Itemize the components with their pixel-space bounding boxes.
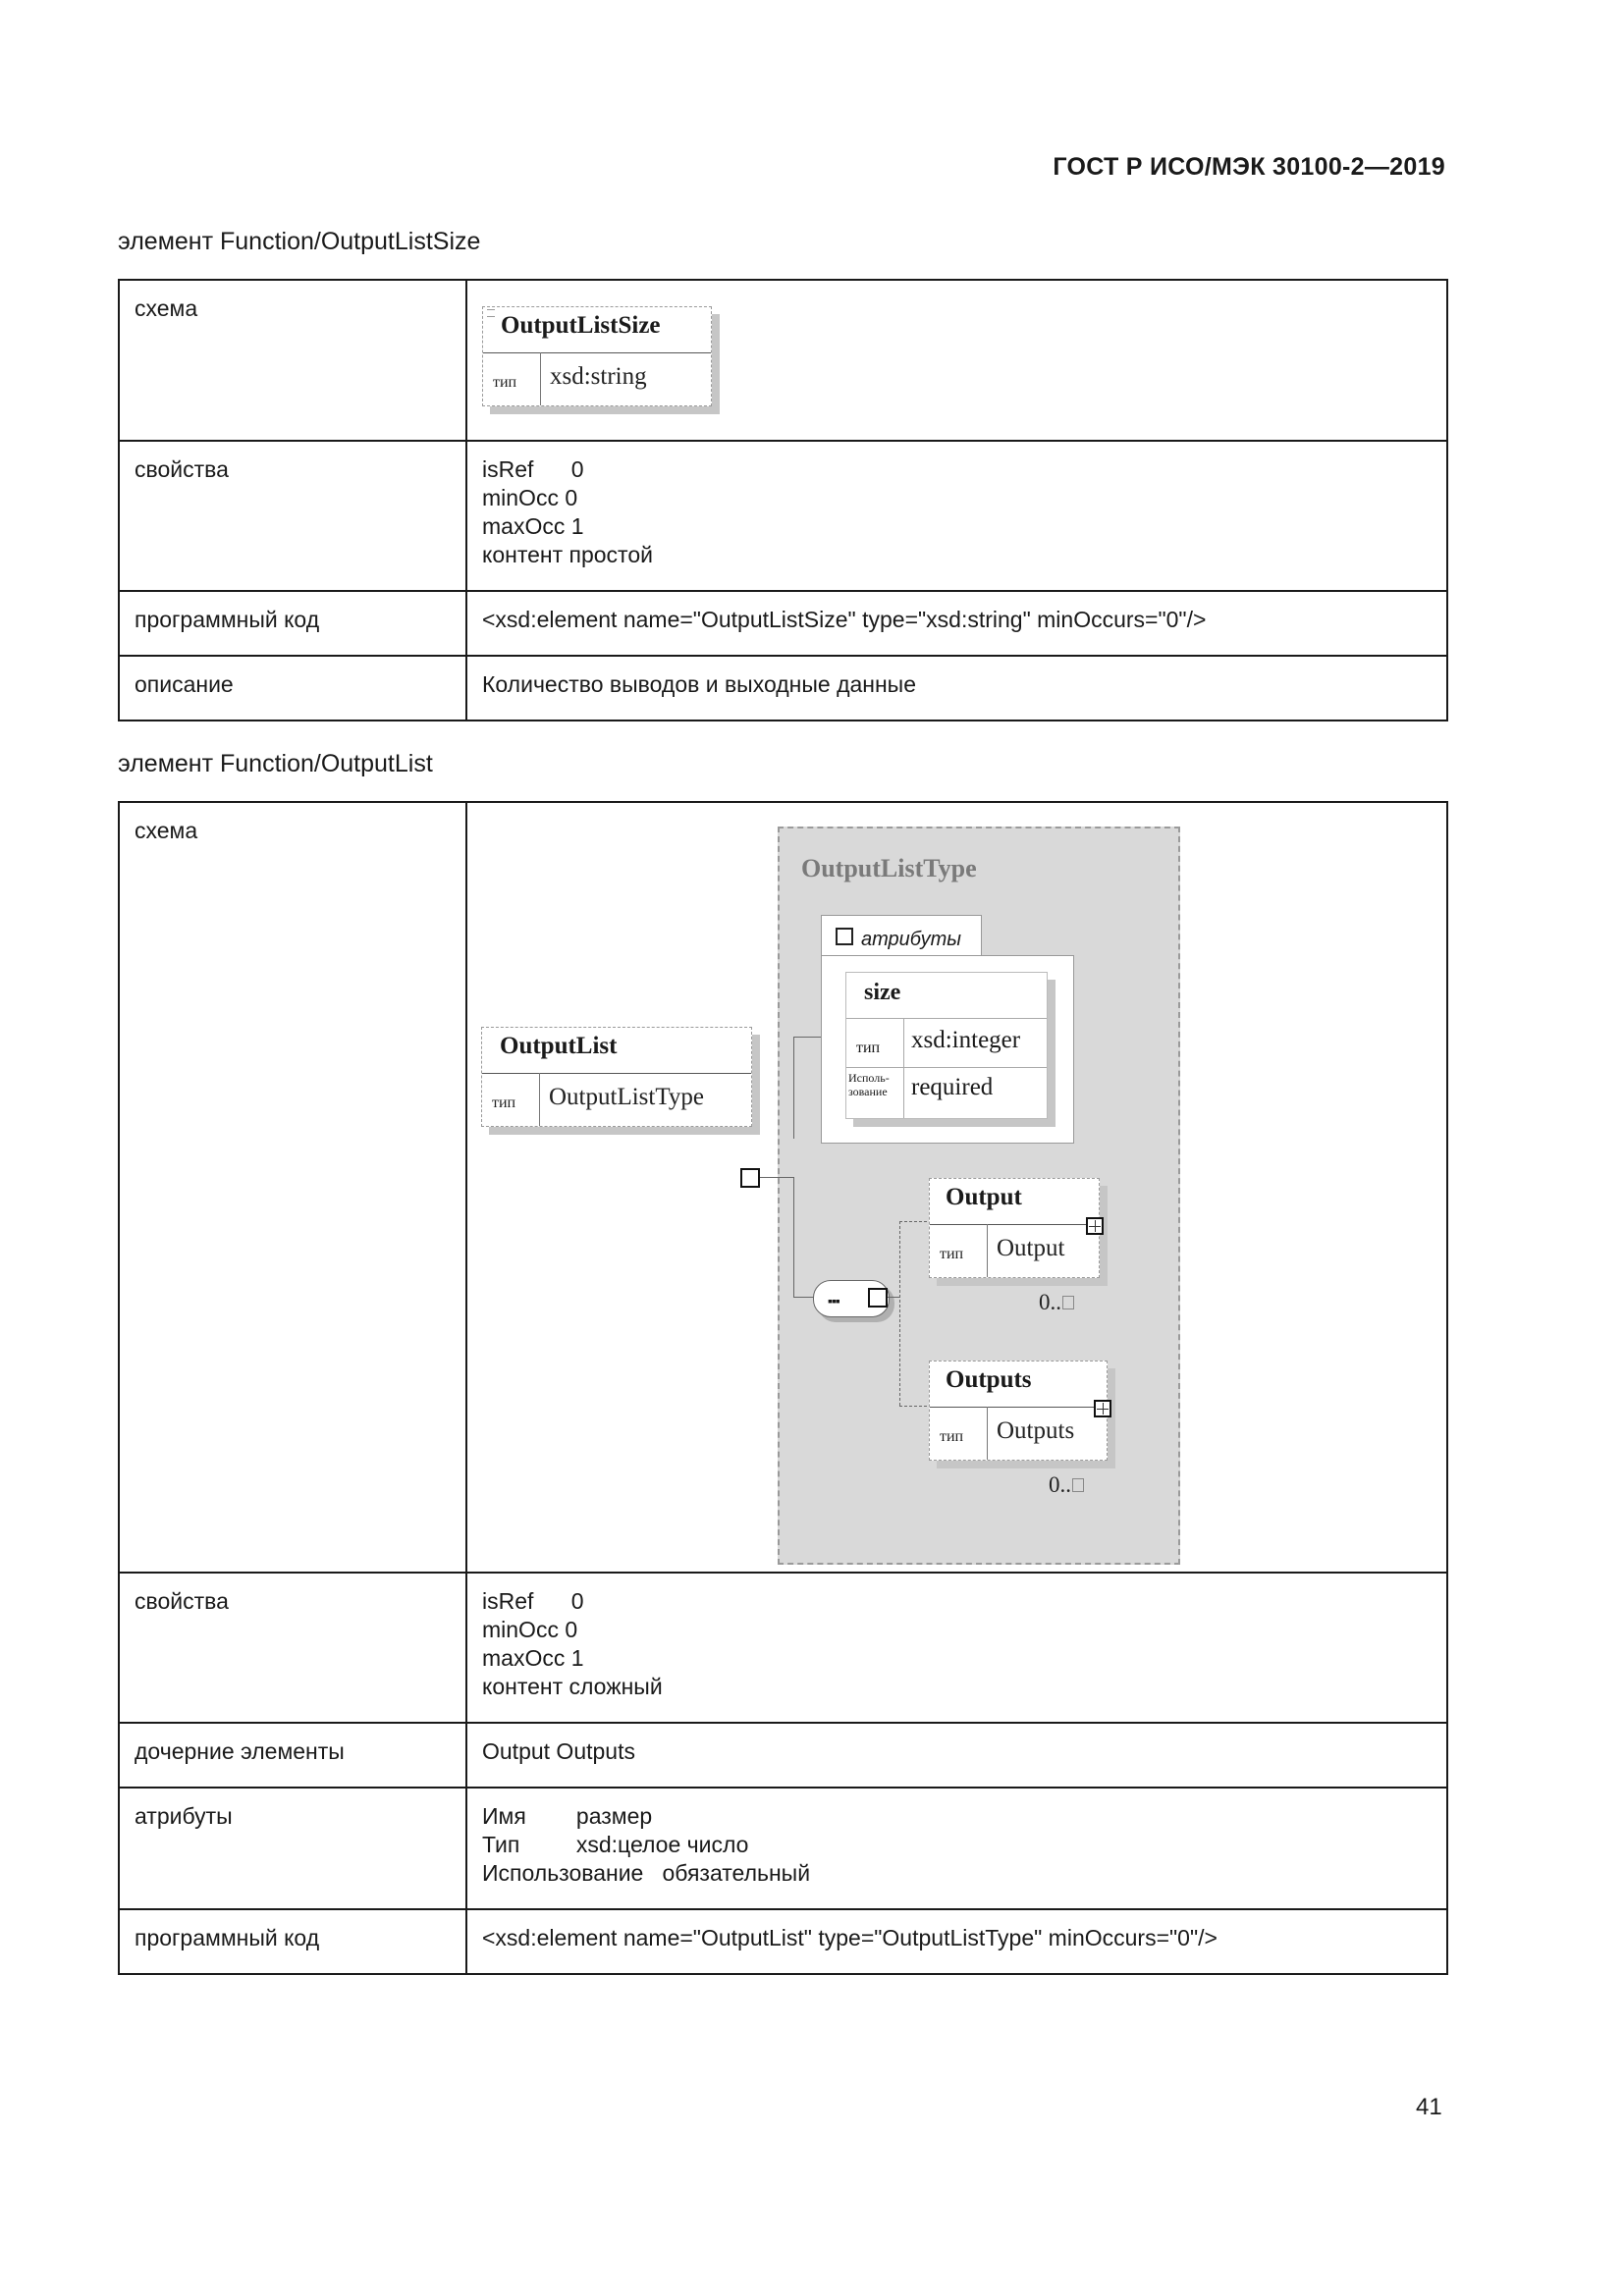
children-label: дочерние элементы (119, 1723, 466, 1788)
separator (482, 1073, 751, 1074)
output-list-element-box (481, 1027, 752, 1127)
output-list-diagram (467, 803, 1449, 1574)
occurrence-label (1039, 1288, 1074, 1316)
attributes-label: атрибуты (119, 1788, 466, 1909)
type-label: тип (940, 1428, 964, 1445)
source-value: <xsd:element name="OutputList" type="OutputListType" minOccurs="0"/> (466, 1909, 1447, 1974)
type-value: Output (997, 1235, 1065, 1261)
property-line: isRef 0 (482, 456, 584, 482)
type-divider (987, 1224, 988, 1277)
property-line: isRef 0 (482, 1588, 584, 1614)
document-header: ГОСТ Р ИСО/МЭК 30100-2—2019 (1053, 153, 1445, 181)
source-row (119, 1909, 1447, 1974)
attributes-toggle-icon[interactable] (836, 928, 853, 945)
type-label: тип (492, 1095, 516, 1111)
property-line: maxOcc 1 (482, 1645, 584, 1671)
section-title-output-list: элемент Function/OutputList (118, 750, 433, 777)
source-row (119, 591, 1447, 656)
property-line: контент сложный (482, 1674, 663, 1699)
property-line: контент простой (482, 542, 653, 567)
attributes-cell (466, 1788, 1447, 1909)
description-label: описание (119, 656, 466, 721)
expand-output-icon[interactable] (1086, 1217, 1104, 1235)
properties-label: свойства (119, 441, 466, 591)
type-divider (540, 352, 541, 405)
type-value: xsd:string (550, 363, 647, 390)
element-name: Output (946, 1184, 1022, 1210)
type-label: тип (940, 1246, 964, 1262)
source-value: <xsd:element name="OutputListSize" type="xsd:string" minOccurs="0"/> (466, 591, 1447, 656)
attribute-use-value: required (911, 1074, 994, 1100)
connector-line (793, 1037, 794, 1139)
description-row (119, 656, 1447, 721)
output-list-table (118, 801, 1448, 1975)
unbounded-icon (1062, 1296, 1074, 1309)
schema-label: схема (119, 280, 466, 441)
connector-line (888, 1297, 899, 1298)
type-label: тип (493, 374, 517, 391)
source-label: программный код (119, 1909, 466, 1974)
property-line: minOcc 0 (482, 485, 578, 510)
expand-outputs-icon[interactable] (1094, 1400, 1111, 1417)
section-title-output-list-size: элемент Function/OutputListSize (118, 228, 481, 255)
schema-label: схема (119, 802, 466, 1573)
separator (483, 352, 711, 353)
occurrence-value: 0.. (1039, 1290, 1061, 1314)
attributes-row (119, 1788, 1447, 1909)
connector-line (899, 1221, 900, 1406)
separator (930, 1224, 1099, 1225)
attribute-line: Тип xsd:целое число (482, 1832, 749, 1857)
attribute-use-label (848, 1071, 890, 1098)
children-row (119, 1723, 1447, 1788)
properties-row (119, 441, 1447, 591)
schema-row (119, 802, 1447, 1573)
separator (930, 1407, 1107, 1408)
size-attribute-box (845, 972, 1048, 1119)
output-element-box (929, 1178, 1100, 1278)
connector-line (899, 1406, 927, 1407)
unbounded-icon (1072, 1478, 1084, 1492)
type-value: OutputListType (549, 1084, 704, 1110)
connector-line (899, 1221, 927, 1222)
page-number: 41 (1416, 2094, 1442, 2120)
attribute-type-label: тип (856, 1040, 881, 1056)
type-value: Outputs (997, 1417, 1075, 1444)
properties-cell (466, 1573, 1447, 1723)
source-label: программный код (119, 591, 466, 656)
separator (846, 1067, 1047, 1068)
attributes-panel (821, 955, 1074, 1144)
attributes-tab-label: атрибуты (861, 929, 961, 950)
element-name: Outputs (946, 1366, 1032, 1393)
description-value: Количество выводов и выходные данные (466, 656, 1447, 721)
connector-line (793, 1037, 821, 1038)
property-line: minOcc 0 (482, 1617, 578, 1642)
schema-cell (466, 802, 1447, 1573)
collapse-sequence-icon[interactable] (868, 1288, 888, 1308)
property-line: maxOcc 1 (482, 513, 584, 539)
element-name: OutputList (500, 1033, 618, 1059)
attribute-type-value: xsd:integer (911, 1027, 1021, 1053)
complex-type-name: OutputListType (801, 854, 977, 882)
type-divider (903, 1018, 904, 1118)
separator (846, 1018, 1047, 1019)
attribute-line: Имя размер (482, 1803, 653, 1829)
type-divider (539, 1073, 540, 1126)
sequence-symbol: ▪▪▪ (828, 1293, 839, 1308)
attribute-name: size (864, 980, 901, 1005)
output-list-size-element-box (482, 306, 712, 406)
output-list-size-table (118, 279, 1448, 721)
children-value: Output Outputs (466, 1723, 1447, 1788)
attribute-line: Использование обязательный (482, 1860, 811, 1886)
properties-label: свойства (119, 1573, 466, 1723)
occurrence-label (1049, 1470, 1084, 1499)
connector-line (793, 1177, 794, 1297)
collapse-output-list-icon[interactable] (740, 1168, 760, 1188)
attribute-use-label-line: Исполь- (848, 1071, 890, 1085)
connector-line (760, 1177, 793, 1178)
attributes-tab[interactable] (821, 915, 982, 956)
properties-cell (466, 441, 1447, 591)
occurrence-value: 0.. (1049, 1472, 1071, 1497)
properties-row (119, 1573, 1447, 1723)
type-divider (987, 1407, 988, 1460)
schema-row (119, 280, 1447, 441)
element-name: OutputListSize (501, 312, 661, 339)
schema-cell (466, 280, 1447, 441)
attribute-use-label-line: зование (848, 1085, 888, 1098)
outputs-element-box (929, 1361, 1108, 1461)
